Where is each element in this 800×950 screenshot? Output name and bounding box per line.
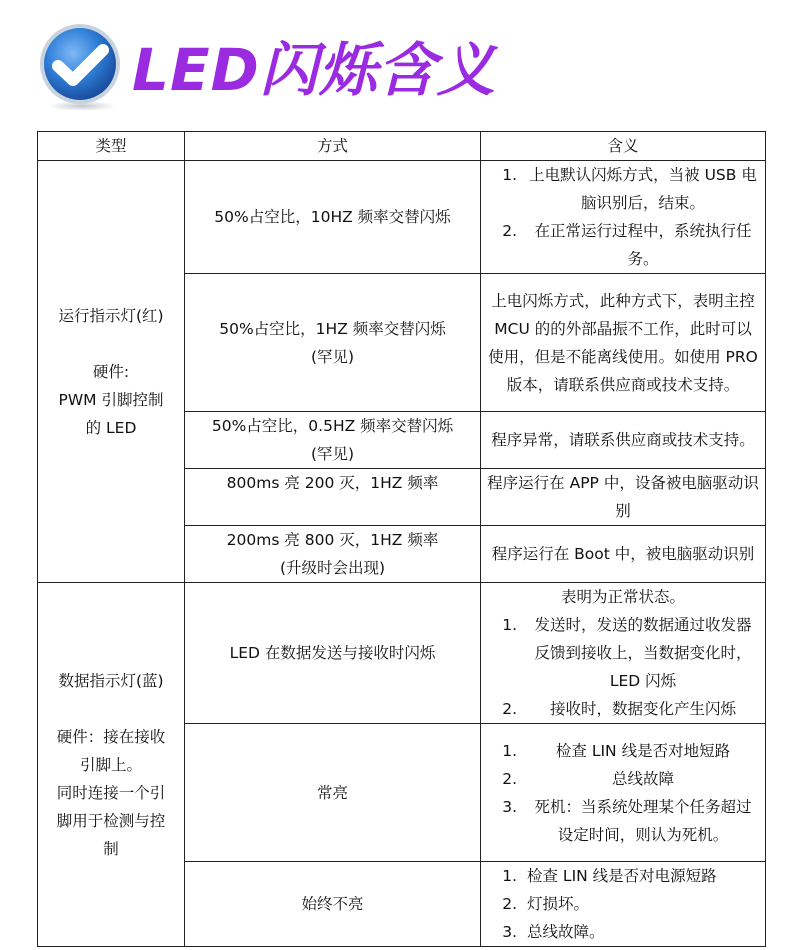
meaning-lead: 表明为正常状态。	[560, 588, 685, 606]
type-line: 制	[103, 839, 119, 858]
type-line: 引脚上。	[79, 755, 142, 774]
type-line: 脚用于检测与控	[56, 811, 166, 830]
type-line: PWM 引脚控制	[58, 390, 164, 409]
type-line: 数据指示灯(蓝)	[58, 671, 164, 690]
meaning-cell	[481, 412, 766, 469]
mode-cell	[185, 583, 481, 724]
mode-cell	[185, 526, 481, 583]
list-item	[487, 161, 759, 217]
list-number: 1.	[502, 166, 517, 184]
meaning-text: 程序异常，请联系供应商或技术支持。	[491, 431, 755, 449]
list-item	[487, 217, 759, 273]
mode-cell	[185, 274, 481, 412]
list-item	[487, 765, 759, 793]
meaning-list	[487, 611, 759, 723]
checkmark-badge-icon	[36, 22, 126, 112]
type-line: 硬件:	[92, 362, 130, 381]
list-number: 3.	[502, 923, 517, 941]
type-line: 运行指示灯(红)	[58, 306, 164, 325]
type-cell-data-led	[38, 583, 185, 947]
type-line: 硬件：接在接收	[56, 727, 166, 746]
mode-line: 常亮	[316, 783, 348, 802]
meaning-cell	[481, 469, 766, 526]
list-item	[487, 862, 759, 890]
list-text: 检查 LIN 线是否对地短路	[555, 741, 731, 760]
mode-line: (罕见)	[310, 347, 355, 366]
meaning-list	[487, 862, 759, 946]
list-item	[487, 918, 759, 946]
list-text: 接收时，数据变化产生闪烁	[549, 700, 736, 718]
mode-line: (罕见)	[310, 445, 355, 463]
mode-cell	[185, 469, 481, 526]
list-text: 在正常运行过程中，系统执行任务。	[534, 222, 752, 268]
list-number: 1.	[502, 616, 517, 634]
meaning-list	[487, 737, 759, 849]
mode-cell	[185, 161, 481, 274]
meaning-cell	[481, 274, 766, 412]
list-text: 总线故障。	[527, 923, 605, 941]
list-number: 2.	[502, 769, 517, 788]
table-row	[38, 161, 766, 274]
list-number: 2.	[502, 700, 517, 718]
mode-line: 50%占空比，10HZ 频率交替闪烁	[214, 208, 451, 226]
meaning-text: 程序运行在 Boot 中，被电脑驱动识别	[491, 545, 755, 563]
column-header-type: 类型	[38, 132, 185, 161]
list-text: 灯损坏。	[527, 895, 590, 913]
led-meaning-table	[37, 131, 766, 947]
mode-cell	[185, 862, 481, 947]
list-text: 发送时，发送的数据通过收发器反馈到接收上，当数据变化时，LED 闪烁	[534, 616, 752, 690]
meaning-text: 程序运行在 APP 中，设备被电脑驱动识别	[487, 474, 759, 520]
mode-cell	[185, 412, 481, 469]
list-number: 2.	[502, 895, 517, 913]
list-item	[487, 695, 759, 723]
meaning-list	[487, 161, 759, 273]
list-item	[487, 890, 759, 918]
meaning-cell	[481, 526, 766, 583]
type-line: 同时连接一个引	[56, 783, 166, 802]
type-line-spacer	[44, 330, 178, 358]
meaning-cell	[481, 724, 766, 862]
mode-line: 800ms 亮 200 灭，1HZ 频率	[226, 474, 439, 492]
list-item	[487, 737, 759, 765]
list-text: 死机：当系统处理某个任务超过设定时间，则认为死机。	[534, 797, 752, 844]
meaning-cell	[481, 161, 766, 274]
type-line-spacer	[44, 695, 178, 723]
table-header-row	[38, 132, 766, 161]
list-number: 3.	[502, 797, 517, 816]
column-header-mode: 方式	[185, 132, 481, 161]
mode-line: 200ms 亮 800 灭，1HZ 频率	[226, 531, 439, 549]
table-row	[38, 583, 766, 724]
mode-cell	[185, 724, 481, 862]
meaning-text: 上电闪烁方式，此种方式下，表明主控 MCU 的的外部晶振不工作，此时可以使用，但是不能离线使用。如使用 PRO 版本，请联系供应商或技术支持。	[488, 291, 758, 394]
mode-line: (升级时会出现)	[279, 559, 386, 577]
meaning-cell	[481, 862, 766, 947]
list-number: 1.	[502, 741, 517, 760]
list-number: 1.	[502, 867, 517, 885]
mode-line: 50%占空比，0.5HZ 频率交替闪烁	[211, 417, 454, 435]
list-text: 检查 LIN 线是否对电源短路	[527, 867, 717, 885]
list-text: 总线故障	[611, 769, 674, 788]
list-number: 2.	[502, 222, 517, 240]
meaning-cell	[481, 583, 766, 724]
list-text: 上电默认闪烁方式，当被 USB 电脑识别后，结束。	[529, 166, 757, 212]
mode-line: 始终不亮	[301, 895, 364, 913]
page-header	[36, 14, 776, 124]
type-cell-run-led	[38, 161, 185, 583]
type-line: 的 LED	[85, 418, 137, 437]
list-item	[487, 611, 759, 695]
mode-line: 50%占空比，1HZ 频率交替闪烁	[219, 319, 446, 338]
mode-line: LED 在数据发送与接收时闪烁	[229, 644, 436, 662]
column-header-meaning: 含义	[481, 132, 766, 161]
list-item	[487, 793, 759, 849]
page-title: LED闪烁含义	[132, 36, 496, 104]
